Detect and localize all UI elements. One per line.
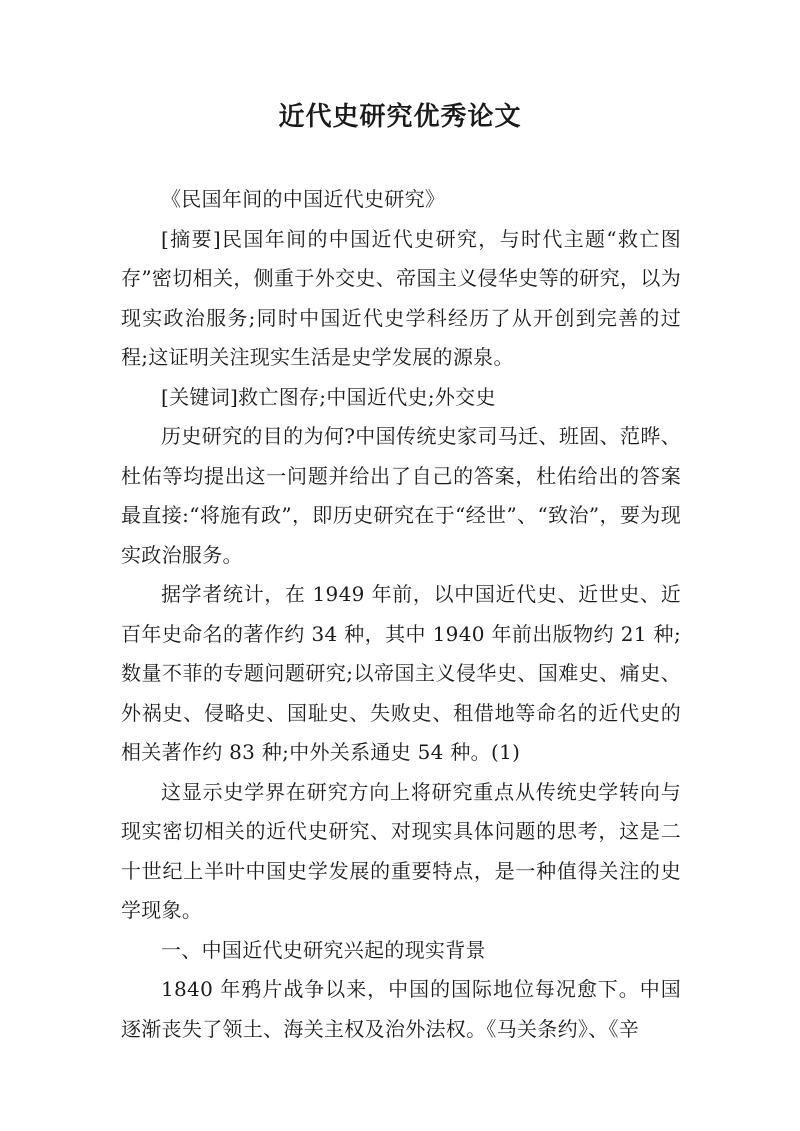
document-title: 近代史研究优秀论文 <box>278 102 522 132</box>
body-paragraph: 据学者统计，在 1949 年前，以中国近代史、近世史、近百年史命名的著作约 34 种，其中 1940 年前出版物约 21 种;数量不菲的专题问题研究;以帝国主义侵华史、国难史、痛史、外祸史、侵略史、国耻史、失败史、租借地等命名的近代史的相关著作约 83 种;中外关系通史 54 种。(1) <box>121 582 681 764</box>
body-paragraph: 1840 年鸦片战争以来，中国的国际地位每况愈下。中国逐渐丧失了领土、海关主权及治外法权。《马关条约》、《辛 <box>121 977 681 1041</box>
body-paragraph: 这显示史学界在研究方向上将研究重点从传统史学转向与现实密切相关的近代史研究、对现实具体问题的思考，这是二十世纪上半叶中国史学发展的重要特点，是一种值得关注的史学现象。 <box>121 779 681 922</box>
keywords-paragraph: [关键词]救亡图存;中国近代史;外交史 <box>161 384 496 409</box>
abstract-paragraph: [摘要]民国年间的中国近代史研究，与时代主题“救亡图存”密切相关，侧重于外交史、帝国主义侵华史等的研究，以为现实政治服务;同时中国近代史学科经历了从开创到完善的过程;这证明关注现实生活是史学发展的源泉。 <box>121 226 681 369</box>
document-body <box>121 180 681 1049</box>
article-heading: 《民国年间的中国近代史研究》 <box>161 187 446 211</box>
section-heading: 一、中国近代史研究兴起的现实背景 <box>161 937 486 962</box>
body-paragraph: 历史研究的目的为何?中国传统史家司马迁、班固、范晔、杜佑等均提出这一问题并给出了自己的答案，杜佑给出的答案最直接:“将施有政”，即历史研究在于“经世”、“致治”，要为现实政治服务。 <box>121 424 681 567</box>
